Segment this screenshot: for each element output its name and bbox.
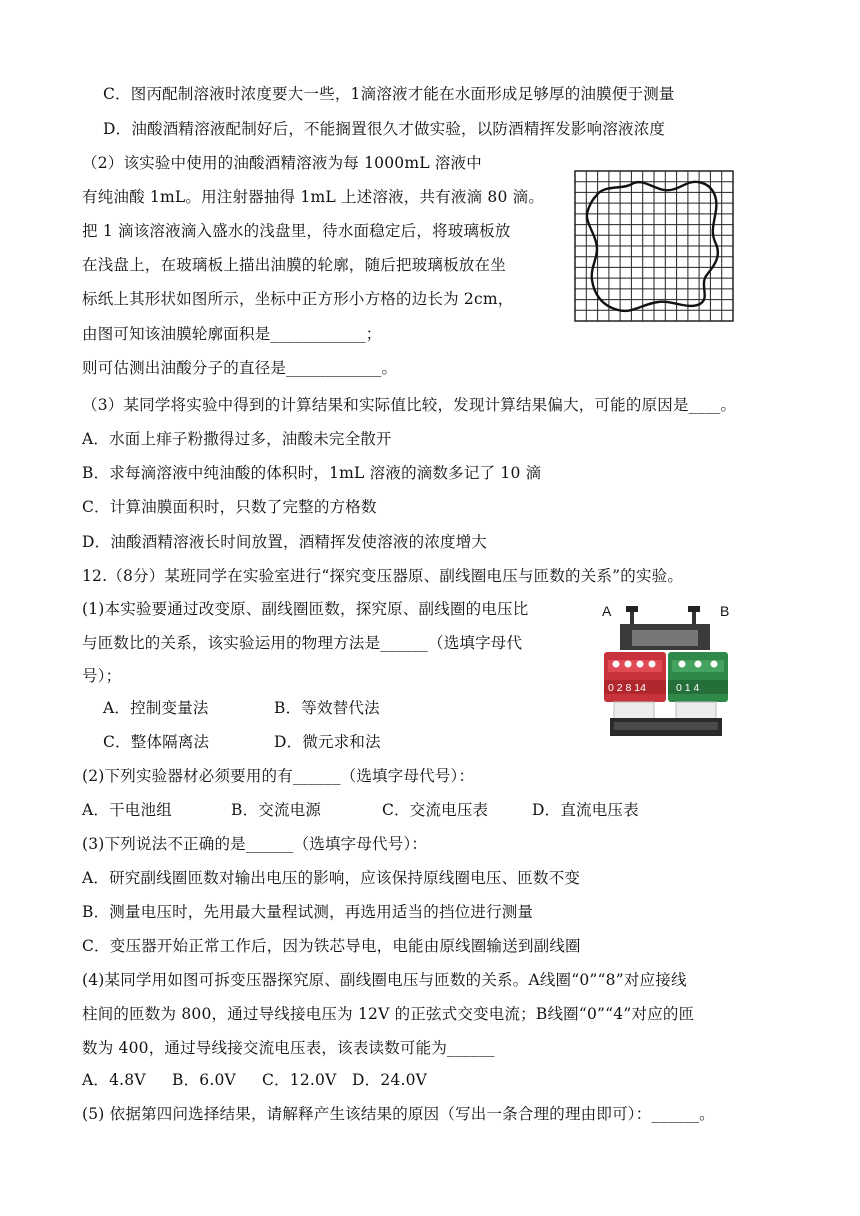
q11-option-d: D．油酸酒精溶液配制好后，不能搁置很久才做实验，以防酒精挥发影响溶液浓度 [103, 120, 666, 138]
q12-part2-stem: (2)下列实验器材必须要用的有______（选填字母代号）： [82, 767, 475, 785]
coil-b-ticks: 0 1 4 [676, 682, 700, 694]
coil-b-body [668, 652, 728, 702]
q12-part3-option-a: A．研究副线圈匝数对输出电压的影响，应该保持原线圈电压、匝数不变 [82, 869, 581, 887]
q12-part4-option-c: C．12.0V [262, 1071, 337, 1089]
q11-part3-option-b: B．求每滴溶液中纯油酸的体积时，1mL 溶液的滴数多记了 10 滴 [82, 464, 542, 482]
coil-a-body [604, 652, 666, 702]
q12-part4-option-b: B．6.0V [172, 1071, 236, 1089]
spool-b [676, 702, 716, 720]
q11-part2-line4: 在浅盘上，在玻璃板上描出油膜的轮廓，随后把玻璃板放在坐 [82, 256, 506, 274]
q11-part2-line7: 则可估测出油酸分子的直径是____________。 [82, 359, 398, 377]
q12-part4-line3: 数为 400，通过导线接交流电压表，该表读数可能为______ [82, 1039, 495, 1057]
q12-part2-option-b: B．交流电源 [231, 801, 322, 819]
q12-part1-option-b: B．等效替代法 [274, 699, 380, 717]
q12-part1-line2: 与匝数比的关系，该实验运用的物理方法是______（选填字母代 [82, 634, 523, 652]
q12-part4-line2: 柱间的匝数为 800，通过导线接电压为 12V 的正弦式交变电流；B线圈“0”“4”对应的匝 [82, 1005, 695, 1023]
coil-a-ticks: 0 2 8 14 [608, 682, 646, 694]
q11-part3-option-c: C．计算油膜面积时，只数了完整的方格数 [82, 498, 377, 516]
q12-part4-line1: (4)某同学用如图可拆变压器探究原、副线圈电压与匝数的关系。A线圈“0”“8”对应接线 [82, 971, 687, 989]
q12-part4-option-d: D．24.0V [352, 1071, 428, 1089]
q12-part2-option-d: D．直流电压表 [532, 801, 639, 819]
q12-part3-option-c: C．变压器开始正常工作后，因为铁芯导电，电能由原线圈输送到副线圈 [82, 937, 581, 955]
q11-option-c: C．图丙配制溶液时浓度要大一些，1滴溶液才能在水面形成足够厚的油膜便于测量 [103, 85, 675, 103]
oil-film-grid-figure [574, 170, 734, 322]
q11-part2-line3: 把 1 滴该溶液滴入盛水的浅盘里，待水面稳定后，将玻璃板放 [82, 222, 511, 240]
q11-part2-line5: 标纸上其形状如图所示，坐标中正方形小方格的边长为 2cm， [82, 290, 514, 308]
q12-part4-option-a: A．4.8V [82, 1071, 146, 1089]
q12-part1-line1: (1)本实验要通过改变原、副线圈匝数，探究原、副线圈的电压比 [82, 600, 529, 618]
coil-a-label: A [602, 603, 612, 619]
q11-part3-option-a: A．水面上痱子粉撒得过多，油酸未完全散开 [82, 430, 392, 448]
q11-part2-line1: （2）该实验中使用的油酸酒精溶液为每 1000mL 溶液中 [82, 154, 482, 172]
q12-part1-option-c: C．整体隔离法 [103, 733, 210, 751]
q12-part1-option-d: D．微元求和法 [274, 733, 381, 751]
transformer-figure [592, 600, 738, 740]
q12-stem: 12.（8分）某班同学在实验室进行“探究变压器原、副线圈电压与匝数的关系”的实验。 [82, 567, 684, 585]
clamp-bolts [626, 606, 700, 626]
q11-part3-option-d: D．油酸酒精溶液长时间放置，酒精挥发使溶液的浓度增大 [82, 533, 488, 551]
coil-b-label: B [720, 603, 730, 619]
spool-a [614, 702, 654, 720]
q12-part2-option-a: A．干电池组 [82, 801, 172, 819]
q12-part1-option-a: A．控制变量法 [103, 699, 209, 717]
q11-part2-line6: 由图可知该油膜轮廓面积是____________； [82, 325, 382, 343]
q12-part1-line3: 号）； [82, 667, 122, 685]
q12-part2-option-c: C．交流电压表 [382, 801, 489, 819]
q12-part5: (5) 依据第四问选择结果，请解释产生该结果的原因（写出一条合理的理由即可）：______。 [82, 1105, 715, 1123]
q12-part3-stem: (3)下列说法不正确的是______（选填字母代号）： [82, 835, 428, 853]
q12-part3-option-b: B．测量电压时，先用最大量程试测，再选用适当的挡位进行测量 [82, 903, 534, 921]
q11-part2-line2: 有纯油酸 1mL。用注射器抽得 1mL 上述溶液，共有液滴 80 滴。 [82, 188, 545, 206]
q11-part3-stem: （3）某同学将实验中得到的计算结果和实际值比较，发现计算结果偏大，可能的原因是____。 [82, 396, 737, 414]
